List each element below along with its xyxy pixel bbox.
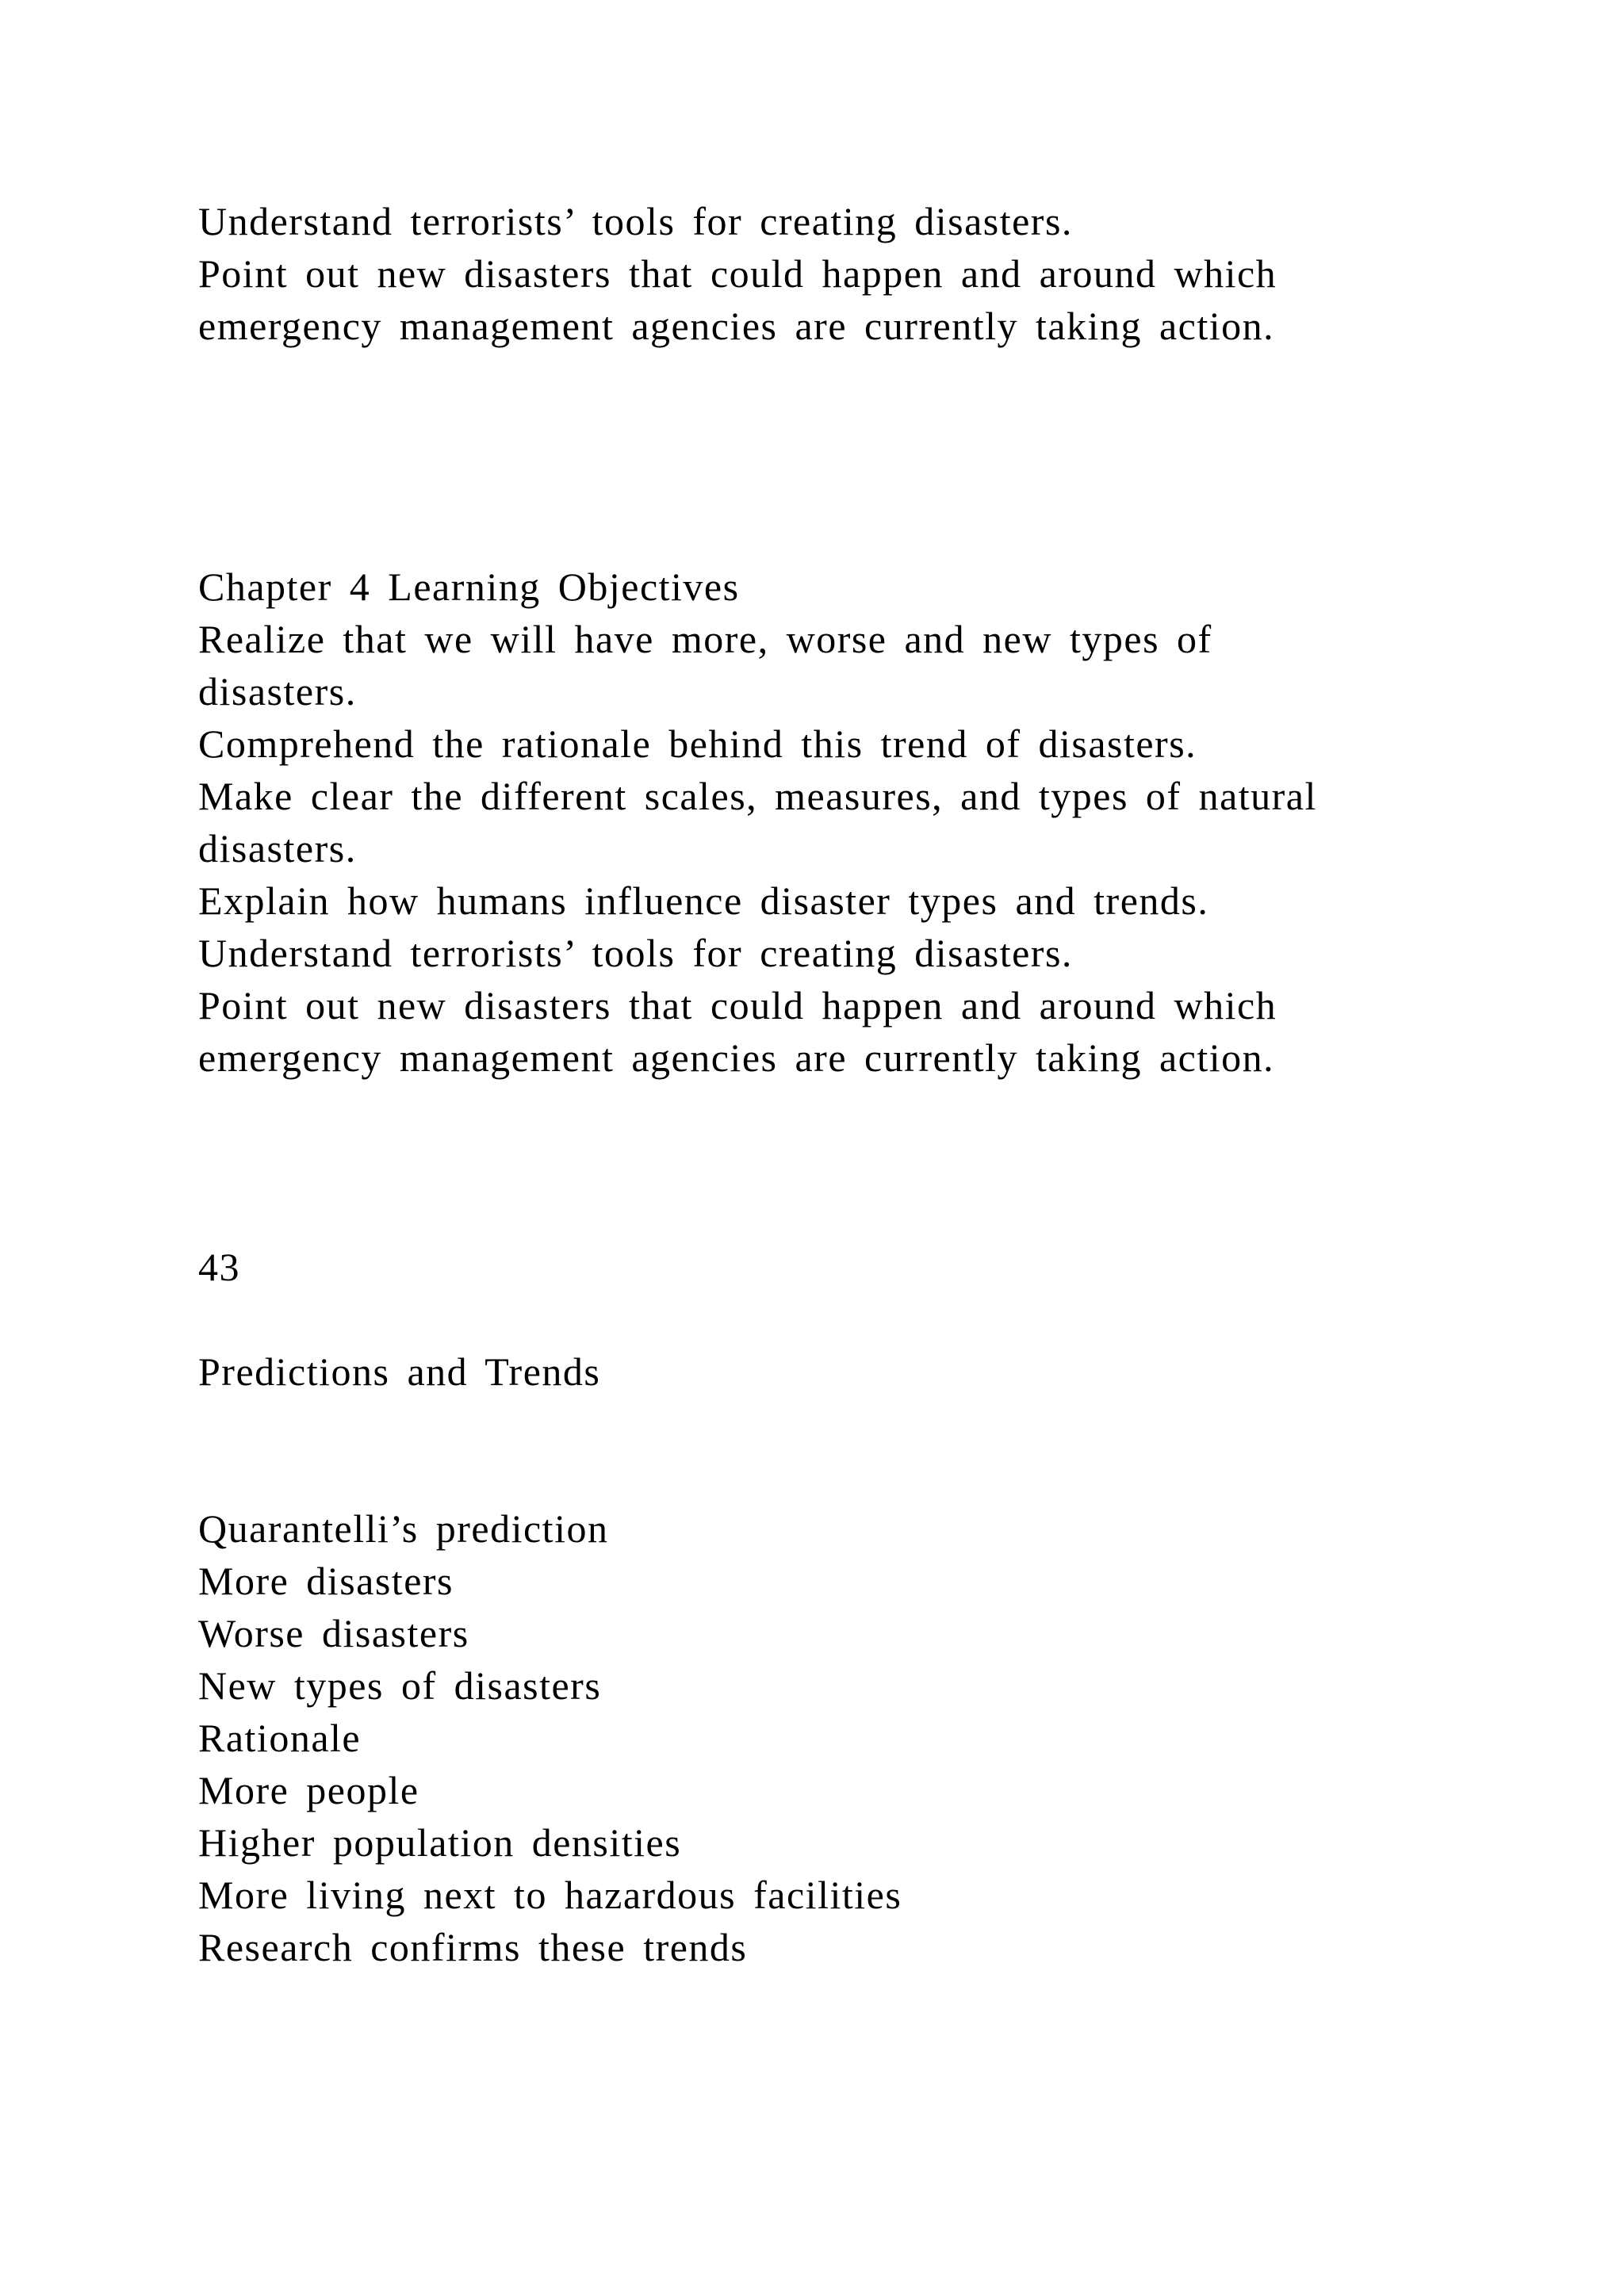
text-line: Comprehend the rationale behind this trend of disasters. — [198, 721, 1197, 766]
section-heading: Chapter 4 Learning Objectives — [198, 564, 740, 609]
page-number: 43 — [198, 1245, 240, 1289]
bullet-heading: Rationale — [198, 1716, 362, 1760]
text-line: disasters. — [198, 669, 357, 714]
bullet-item: New types of disasters — [198, 1663, 602, 1708]
text-line: Point out new disasters that could happen and around which — [198, 983, 1277, 1027]
bullet-heading: Quarantelli’s prediction — [198, 1506, 609, 1551]
bullet-item: More living next to hazardous facilities — [198, 1873, 902, 1917]
bullet-item: More people — [198, 1768, 419, 1812]
text-line: Understand terrorists’ tools for creating disasters. — [198, 931, 1073, 975]
text-line: Explain how humans influence disaster types and trends. — [198, 878, 1209, 923]
bullet-item: Research confirms these trends — [198, 1925, 748, 1969]
bullet-item: Higher population densities — [198, 1820, 682, 1865]
text-line: emergency management agencies are currently taking action. — [198, 1035, 1275, 1080]
text-line: disasters. — [198, 826, 357, 871]
bullet-item: Worse disasters — [198, 1611, 469, 1655]
text-line: Realize that we will have more, worse and new types of — [198, 617, 1212, 661]
text-line: emergency management agencies are currently taking action. — [198, 304, 1275, 348]
slide-title: Predictions and Trends — [198, 1349, 601, 1394]
bullet-item: More disasters — [198, 1559, 454, 1603]
text-line: Make clear the different scales, measures, and types of natural — [198, 774, 1317, 818]
text-line: Point out new disasters that could happen and around which — [198, 251, 1277, 296]
text-line: Understand terrorists’ tools for creating disasters. — [198, 199, 1073, 243]
